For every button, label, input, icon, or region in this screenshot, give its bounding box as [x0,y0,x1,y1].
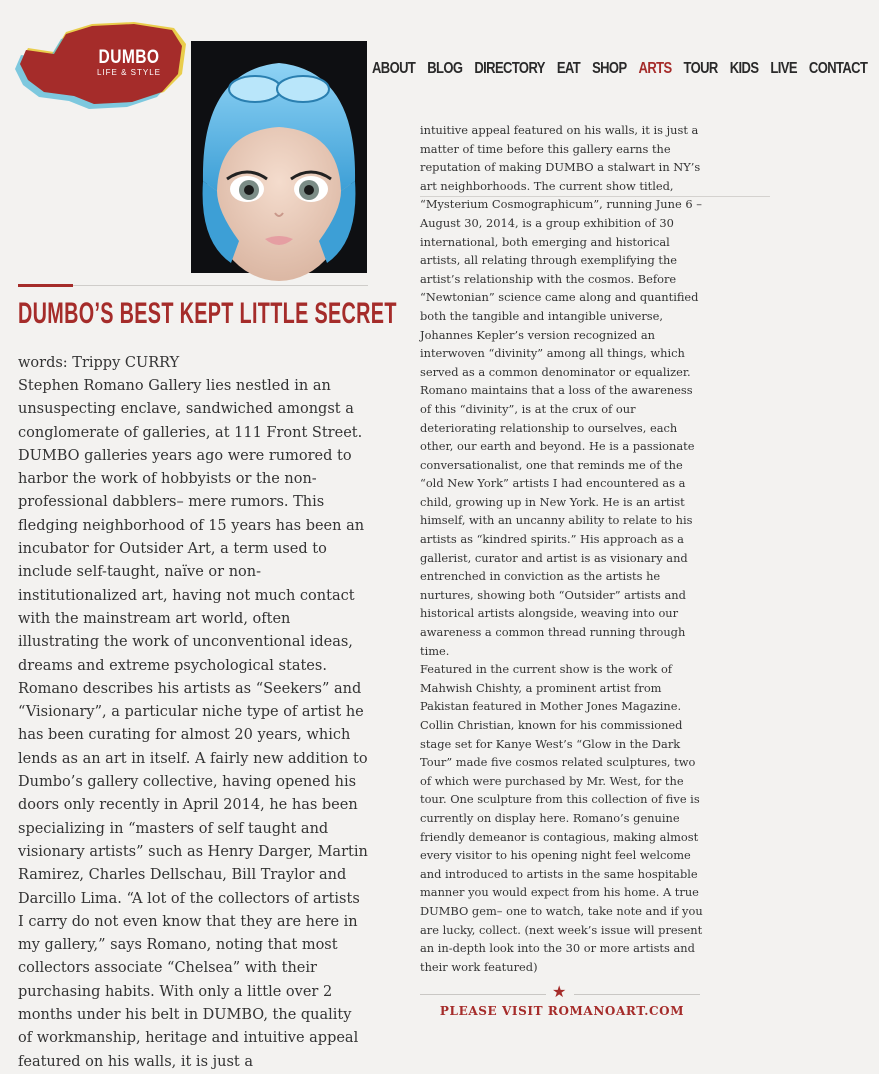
footer-divider-left [420,994,546,995]
hero-image [191,41,367,273]
logo-title: DUMBO [98,47,160,68]
article-headline: DUMBO’S BEST KEPT LITTLE SECRET [18,297,397,330]
nav-shop[interactable]: SHOP [592,58,627,77]
nav-live[interactable]: LIVE [770,58,797,77]
logo-text [84,48,174,78]
nav-kids[interactable]: KIDS [729,58,759,77]
visit-website-link[interactable]: PLEASE VISIT ROMANOART.COM [439,1004,685,1018]
doll-face-helmet-image [191,41,367,273]
nav-blog[interactable]: BLOG [427,58,463,77]
star-icon: ★ [552,982,567,1001]
article-body-left: Stephen Romano Gallery lies nestled in an unsuspecting enclave, sandwiched amongst a conglomerate of galleries, at 111 Front Street. DUMBO galleries years ago were rumored to harbor the work of hobbyists or the non-professional dabblers– mere rumors. This fledging neighborhood of 15 years has been an incubator for Outsider Art, a term used to include self-taught, naïve or non-institutionalized art, having not much contact with the mainstream art world, often illustrating the work of unconventional ideas, dreams and extreme psychological states. Romano describes his artists as “Seekers” and “Visionary”, a particular niche type of artist he has been curating for almost 20 years, which lends as an art in itself. A fairly new addition to Dumbo’s gallery collective, having opened his doors only recently in April 2014, he has been specializing in “masters of self taught and visionary artists” such as Henry Darger, Martin Ramirez, Charles Dellschau, Bill Traylor and Darcillo Lima. “A lot of the collectors of artists I carry do not even know that they are here in my gallery,” says Romano, noting that most collectors associate “Chelsea” with their purchasing habits. With only a little over 2 months under his belt in DUMBO, the quality of workmanship, heritage and intuitive appeal featured on his walls, it is just a [18,378,368,1070]
main-nav [372,60,879,75]
nav-contact[interactable]: CONTACT [808,58,868,77]
nav-directory[interactable]: DIRECTORY [474,58,545,77]
nav-about[interactable]: ABOUT [372,58,416,77]
article-byline: words: Trippy CURRY [18,355,180,371]
article-body-right [420,121,704,976]
article-paragraph: intuitive appeal featured on his walls, it is just a matter of time before this gallery earns the reputation of making DUMBO a stalwart in NY’s art neighborhoods. The current show titled, “Mysterium Cosmographicum”, running June 6 – August 30, 2014, is a group exhibition of 30 international, both emerging and historical artists, all relating through exemplifying the artist’s relationship with the cosmos. Before “Newtonian” science came along and quantified both the tangible and intangible universe, Johannes Kepler’s version recognized an interwoven “divinity” among all things, which served as a common denominator or equalizer. Romano maintains that a loss of the awareness of this “divinity”, is at the crux of our deteriorating relationship to ourselves, each other, our earth and beyond. He is a passionate conversationalist, one that reminds me of the “old New York” artists I had encountered as a child, growing up in New York. He is an artist himself, with an uncanny ability to relate to his artists as “kindred spirits.” His approach as a gallerist, curator and artist is as visionary and entrenched in conviction as the artists he nurtures, showing both “Outsider” artists and historical artists alongside, weaving into our awareness a common thread running through time. [420,123,702,658]
nav-tour[interactable]: TOUR [683,58,718,77]
nav-eat[interactable]: EAT [556,58,581,77]
article-paragraph: Featured in the current show is the work of Mahwish Chishty, a prominent artist from Pakistan featured in Mother Jones Magazine. Collin Christian, known for his commissioned stage set for Kanye West’s “Glow in the Dark Tour” made five cosmos related sculptures, two of which were purchased by Mr. West, for the tour. One sculpture from this collection of five is currently on display here. Romano’s genuine friendly demeanor is contagious, making almost every visitor to his opening night feel welcome and introduced to artists in the same hospitable manner you would expect from his home. A true DUMBO gem– one to watch, take note and if you are lucky, collect. (next week’s issue will present an in-depth look into the 30 or more artists and their work featured) [420,662,703,974]
site-logo[interactable] [14,18,190,108]
headline-accent-bar [18,284,73,287]
footer-divider-right [574,994,700,995]
nav-arts[interactable]: ARTS [638,58,672,77]
logo-subtitle: LIFE & STYLE [96,68,162,77]
